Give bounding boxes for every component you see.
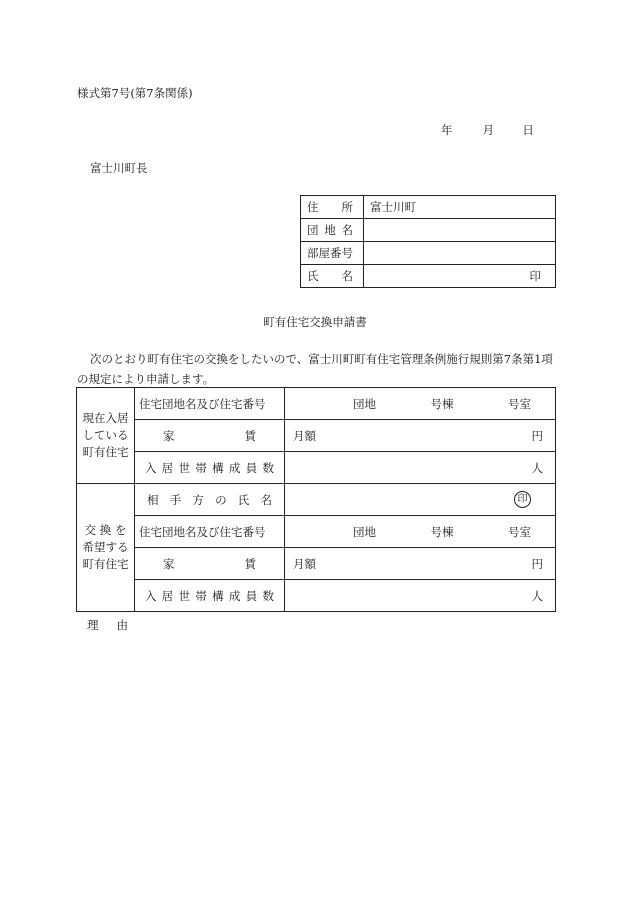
address-value[interactable]: 富士川町	[364, 196, 556, 219]
applicant-complex-row	[301, 219, 556, 242]
exchange-table	[76, 387, 556, 612]
current-members-value[interactable]: 人	[285, 452, 556, 484]
partner-name-value[interactable]	[285, 484, 556, 516]
exchange-members-value[interactable]: 人	[285, 580, 556, 612]
exchange-housing-value[interactable]: 団地 号棟 号室	[285, 516, 556, 548]
exchange-rent-row	[77, 548, 556, 580]
date-line	[441, 122, 534, 138]
address-label: 住 所	[301, 196, 364, 219]
reason-label: 理 由	[87, 618, 128, 632]
current-rent-value[interactable]: 月額 円	[285, 420, 556, 452]
current-members-row	[77, 452, 556, 484]
current-group-label: 現在入居 している 町有住宅	[77, 388, 135, 484]
current-housing-value[interactable]: 団地 号棟 号室	[285, 388, 556, 420]
exchange-members-label: 入 居 世 帯 構 成 員 数	[135, 580, 285, 612]
date-year: 年	[441, 123, 453, 137]
applicant-table	[300, 195, 556, 288]
current-rent-row	[77, 420, 556, 452]
current-members-label: 入 居 世 帯 構 成 員 数	[135, 452, 285, 484]
document-title: 町有住宅交換申請書	[263, 315, 367, 329]
exchange-group-label: 交 換 を 希望する 町有住宅	[77, 484, 135, 612]
exchange-rent-label: 家 賃	[135, 548, 285, 580]
partner-row	[77, 484, 556, 516]
exchange-housing-label: 住宅団地名及び住宅番号	[135, 516, 285, 548]
date-day: 日	[522, 123, 534, 137]
name-label: 氏 名	[301, 265, 364, 288]
addressee: 富士川町長	[90, 161, 148, 175]
partner-name-label: 相 手 方 の 氏 名	[135, 484, 285, 516]
applicant-address-row	[301, 196, 556, 219]
applicant-room-row	[301, 242, 556, 265]
current-rent-label: 家 賃	[135, 420, 285, 452]
applicant-seal-mark: 印	[529, 269, 541, 283]
exchange-members-row	[77, 580, 556, 612]
room-value[interactable]	[364, 242, 556, 265]
form-number: 様式第7号(第7条関係)	[77, 86, 193, 100]
current-housing-row	[77, 388, 556, 420]
date-month: 月	[482, 123, 495, 137]
request-paragraph-line2: の規定により申請します。	[77, 372, 215, 386]
exchange-rent-value[interactable]: 月額 円	[285, 548, 556, 580]
complex-value[interactable]	[364, 219, 556, 242]
current-housing-label: 住宅団地名及び住宅番号	[135, 388, 285, 420]
room-label: 部屋番号	[301, 242, 364, 265]
complex-label: 団 地 名	[301, 219, 364, 242]
partner-seal-mark: 印	[514, 491, 531, 508]
name-value[interactable]	[364, 265, 556, 288]
exchange-housing-row	[77, 516, 556, 548]
request-paragraph-line1: 次のとおり町有住宅の交換をしたいので、富士川町町有住宅管理条例施行規則第7条第1項	[90, 352, 553, 366]
applicant-name-row	[301, 265, 556, 288]
